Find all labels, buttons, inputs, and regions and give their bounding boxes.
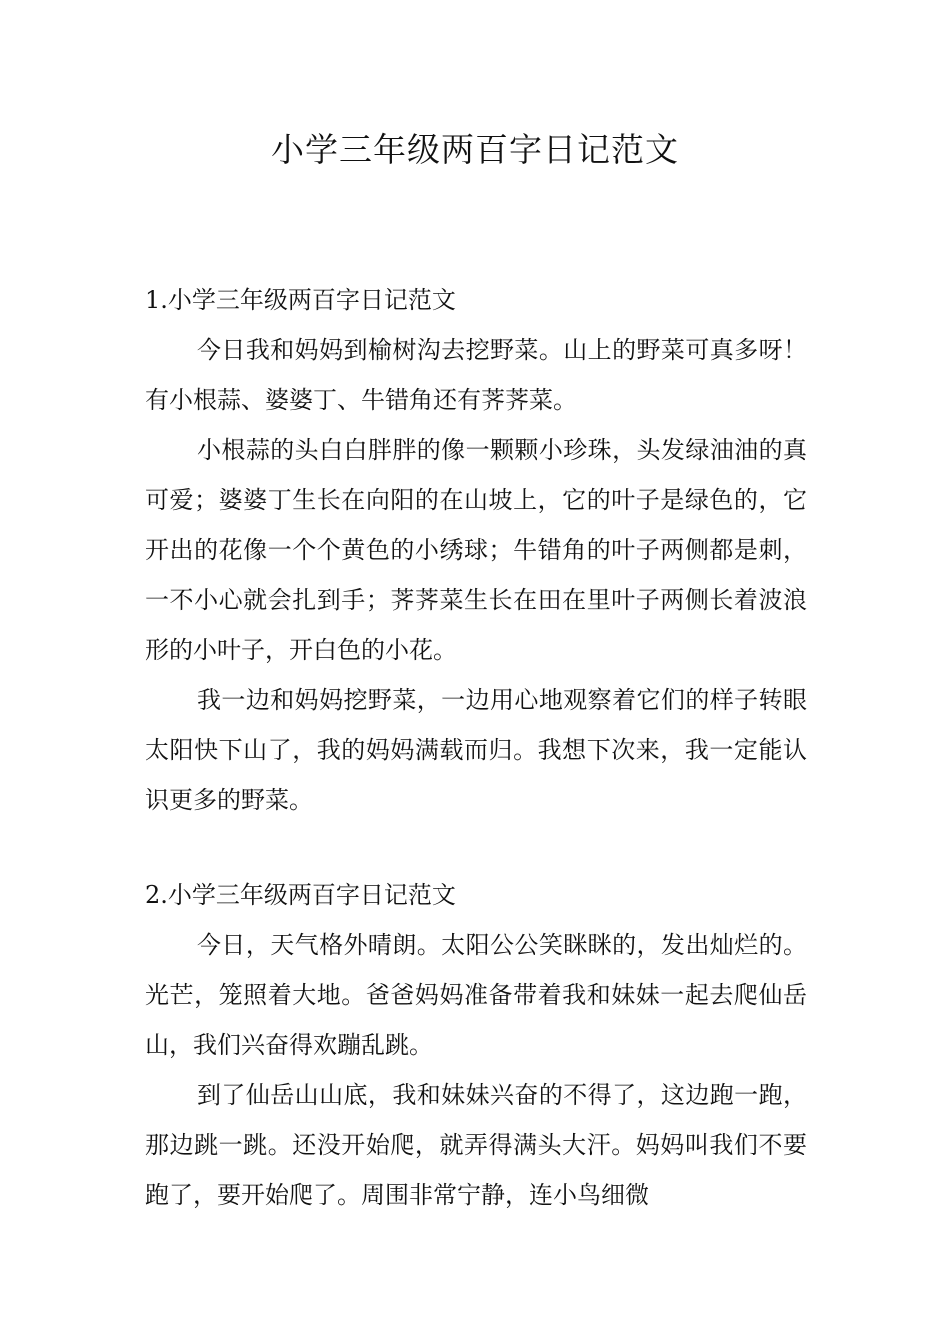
document-title: 小学三年级两百字日记范文 <box>271 130 679 169</box>
paragraph: 小根蒜的头白白胖胖的像一颗颗小珍珠，头发绿油油的真可爱；婆婆丁生长在向阳的在山坡上，它的叶子是绿色的，它开出的花像一个个黄色的小绣球；牛错角的叶子两侧都是刺，一不小心就会扎到手；荠荠菜生长在田在里叶子两侧长着波浪形的小叶子，开白色的小花。 <box>145 436 807 664</box>
diary-section-2 <box>145 870 807 1220</box>
paragraph: 我一边和妈妈挖野菜，一边用心地观察着它们的样子转眼太阳快下山了，我的妈妈满载而归。我想下次来，我一定能认识更多的野菜。 <box>145 686 807 814</box>
section-heading: 2.小学三年级两百字日记范文 <box>145 881 456 909</box>
section-heading: 1.小学三年级两百字日记范文 <box>145 286 456 314</box>
paragraph: 今日我和妈妈到榆树沟去挖野菜。山上的野菜可真多呀！有小根蒜、婆婆丁、牛错角还有荠荠菜。 <box>145 336 807 414</box>
diary-section-1 <box>145 275 807 825</box>
paragraph: 今日，天气格外晴朗。太阳公公笑眯眯的，发出灿烂的。光芒，笼照着大地。爸爸妈妈准备带着我和妹妹一起去爬仙岳山，我们兴奋得欢蹦乱跳。 <box>145 931 807 1059</box>
paragraph: 到了仙岳山山底，我和妹妹兴奋的不得了，这边跑一跑，那边跳一跳。还没开始爬，就弄得满头大汗。妈妈叫我们不要跑了，要开始爬了。周围非常宁静，连小鸟细微 <box>145 1081 807 1209</box>
